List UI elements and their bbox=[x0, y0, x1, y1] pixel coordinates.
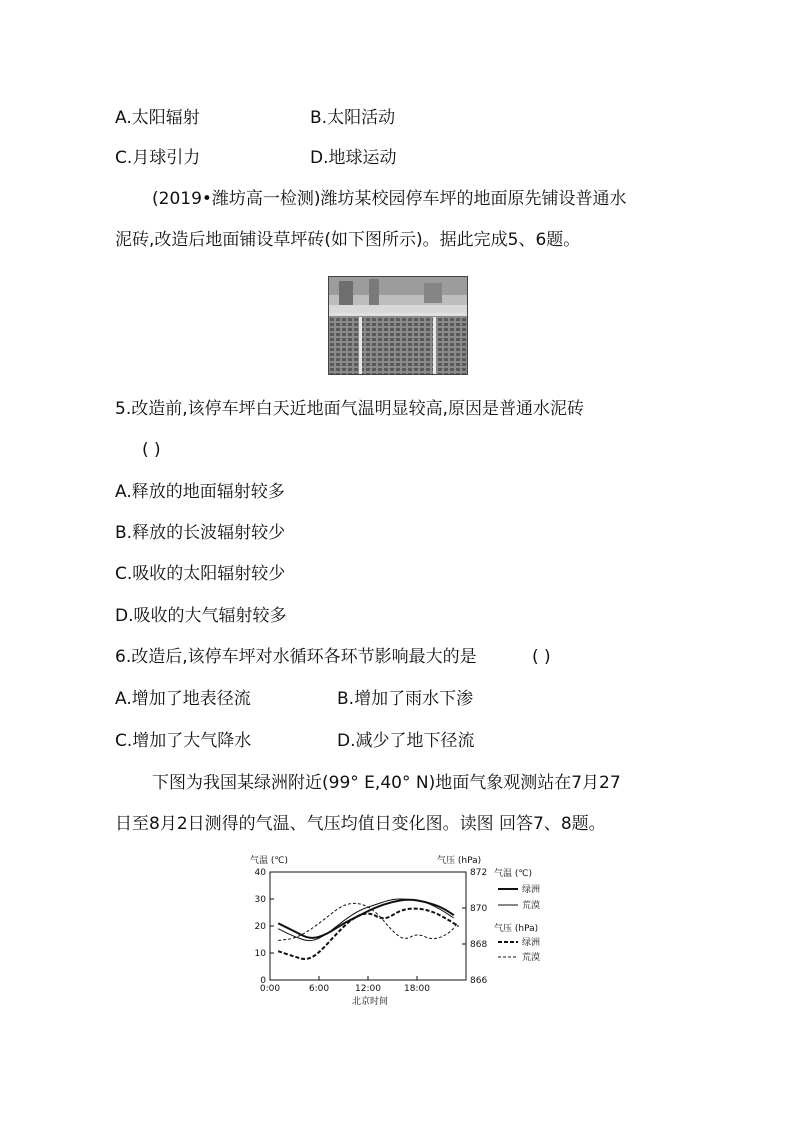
q6-stem: 6.改造后,该停车坪对水循环各环节影响最大的是 bbox=[115, 647, 477, 667]
y-right-tick-label: 866 bbox=[470, 976, 488, 986]
q4-option-c: C.月球引力 bbox=[115, 148, 201, 168]
chart-legend bbox=[494, 867, 540, 963]
q6-option-c: C.增加了大气降水 bbox=[115, 731, 252, 751]
legend-pressure-desert: 荒漠 bbox=[522, 953, 541, 963]
x-tick-label: 12:00 bbox=[355, 984, 381, 994]
y-right-tick-label: 872 bbox=[470, 868, 488, 878]
x-tick-label: 0:00 bbox=[259, 984, 281, 994]
series-temperature-desert-line bbox=[278, 899, 454, 941]
left-axis-label: 气温 (℃) bbox=[250, 856, 288, 866]
q5-answer-paren: ( ) bbox=[142, 440, 161, 460]
q5-option-a: A.释放的地面辐射较多 bbox=[115, 482, 285, 502]
legend-temp-oasis: 绿洲 bbox=[522, 885, 541, 895]
q4-option-b: B.太阳活动 bbox=[310, 108, 396, 128]
q6-option-a: A.增加了地表径流 bbox=[115, 689, 251, 709]
intro-7-8-line2: 日至8月2日测得的气温、气压均值日变化图。读图 回答7、8题。 bbox=[115, 814, 606, 834]
y-left-tick-label: 40 bbox=[254, 868, 266, 878]
q4-option-a: A.太阳辐射 bbox=[115, 108, 200, 128]
q6-answer-paren: ( ) bbox=[532, 647, 551, 667]
legend-temp-desert: 荒漠 bbox=[522, 901, 541, 911]
intro-5-6-line1: (2019•潍坊高一检测)潍坊某校园停车坪的地面原先铺设普通水 bbox=[152, 189, 627, 209]
series-pressure-oasis-line bbox=[278, 909, 458, 959]
q5-option-d: D.吸收的大气辐射较多 bbox=[115, 606, 287, 626]
y-left-tick-label: 30 bbox=[254, 895, 266, 905]
series-temperature-oasis-line bbox=[278, 900, 454, 938]
y-right-tick-label: 868 bbox=[470, 940, 488, 950]
legend-pressure-oasis: 绿洲 bbox=[522, 938, 541, 948]
right-axis-label: 气压 (hPa) bbox=[437, 856, 482, 866]
parking-lot-photo bbox=[328, 276, 468, 375]
x-tick-label: 18:00 bbox=[404, 984, 430, 994]
intro-7-8-line1: 下图为我国某绿洲附近(99° E,40° N)地面气象观测站在7月27 bbox=[152, 773, 621, 793]
q6-option-b: B.增加了雨水下渗 bbox=[337, 689, 474, 709]
y-left-tick-label: 10 bbox=[254, 949, 266, 959]
x-axis-label: 北京时间 bbox=[352, 997, 389, 1007]
parking-lot-illustration bbox=[329, 277, 468, 375]
series-pressure-desert-line bbox=[278, 903, 458, 940]
y-left-tick-label: 0 bbox=[260, 976, 266, 986]
q5-option-c: C.吸收的太阳辐射较少 bbox=[115, 564, 286, 584]
x-tick-label: 6:00 bbox=[308, 984, 330, 994]
q6-option-d: D.减少了地下径流 bbox=[337, 731, 475, 751]
legend-temp-title: 气温 (℃) bbox=[494, 869, 532, 879]
q4-option-d: D.地球运动 bbox=[310, 148, 397, 168]
q5-stem: 5.改造前,该停车坪白天近地面气温明显较高,原因是普通水泥砖 bbox=[115, 399, 585, 419]
intro-5-6-line2: 泥砖,改造后地面铺设草坪砖(如下图所示)。据此完成5、6题。 bbox=[115, 230, 581, 250]
y-left-tick-label: 20 bbox=[254, 922, 266, 932]
legend-pressure-title: 气压 (hPa) bbox=[494, 924, 539, 934]
q5-option-b: B.释放的长波辐射较少 bbox=[115, 523, 286, 543]
y-right-tick-label: 870 bbox=[470, 904, 488, 914]
plot-frame bbox=[270, 872, 466, 980]
temperature-pressure-chart bbox=[232, 852, 572, 1012]
